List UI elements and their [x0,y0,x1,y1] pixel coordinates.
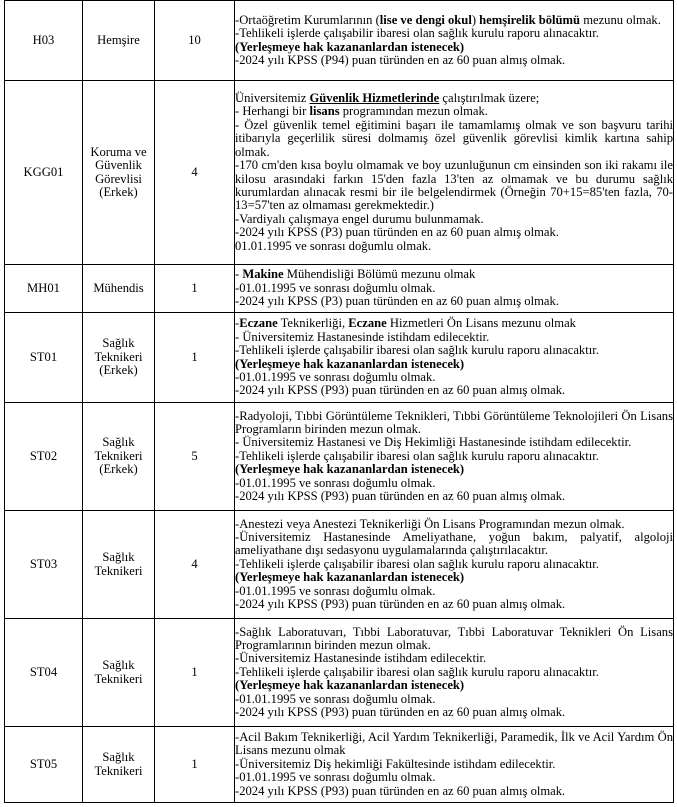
requirement-line: -Tehlikeli işlerde çalışabilir ibaresi olan sağlık kurulu raporu alınacaktır. [235,343,599,358]
requirement-line: -01.01.1995 ve sonrası doğumlu olmak. [235,475,436,490]
requirement-line: (Yerleşmeye hak kazananlardan istenecek) [235,39,465,54]
position-count: 4 [155,81,235,265]
requirement-line: 01.01.1995 ve sonrası doğumlu olmak. [235,238,432,253]
requirements-cell [235,727,674,803]
position-title: Koruma ve Güvenlik Görevlisi (Erkek) [83,81,155,265]
requirement-line: -2024 yılı KPSS (P93) puan türünden en az 60 puan almış olmak. [235,705,566,720]
requirement-line: -01.01.1995 ve sonrası doğumlu olmak. [235,369,436,384]
requirement-line: -Üniversitemiz Diş hekimliği Fakültesinde istihdam edilecektir. [235,756,556,771]
table-row [5,81,674,265]
position-count: 1 [155,727,235,803]
table-row [5,265,674,313]
requirement-line: Üniversitemiz Güvenlik Hizmetlerinde çalıştırılmak üzere; [235,91,540,106]
requirement-line: -2024 yılı KPSS (P93) puan türünden en az 60 puan almış olmak. [235,597,566,612]
position-code: ST04 [5,619,83,727]
requirement-line: - Herhangi bir lisans programından mezun olmak. [235,104,488,119]
position-title: Sağlık Teknikeri (Erkek) [83,313,155,403]
position-code: KGG01 [5,81,83,265]
requirement-line: (Yerleşmeye hak kazananlardan istenecek) [235,356,465,371]
requirements-cell [235,81,674,265]
requirement-line: -Eczane Teknikerliği, Eczane Hizmetleri Ön Lisans mezunu olmak [235,316,576,331]
requirement-line: -Acil Bakım Teknikerliği, Acil Yardım Teknikerliği, Paramedik, İlk ve Acil Yardım Ön Lisans mezunu olmak [235,729,673,758]
requirement-line: -01.01.1995 ve sonrası doğumlu olmak. [235,280,436,295]
requirement-line: - Makine Mühendisliği Bölümü mezunu olmak [235,267,476,282]
position-count: 10 [155,1,235,81]
requirement-line: -Tehlikeli işlerde çalışabilir ibaresi olan sağlık kurulu raporu alınacaktır. [235,26,599,41]
position-count: 1 [155,619,235,727]
position-count: 1 [155,265,235,313]
requirement-line: -Radyoloji, Tıbbi Görüntüleme Teknikleri, Tıbbi Görüntüleme Teknolojileri Ön Lisans Programların birinden mezun olmak. [235,408,673,436]
position-code: MH01 [5,265,83,313]
position-code: ST02 [5,403,83,511]
requirement-line: -2024 yılı KPSS (P94) puan türünden en az 60 puan almış olmak. [235,52,566,67]
requirement-line: -Ortaöğretim Kurumlarının (lise ve dengi okul) hemşirelik bölümü mezunu olmak. [235,12,661,27]
requirement-line: -01.01.1995 ve sonrası doğumlu olmak. [235,583,436,598]
requirement-line: -2024 yılı KPSS (P93) puan türünden en az 60 puan almış olmak. [235,489,566,504]
requirement-line: (Yerleşmeye hak kazananlardan istenecek) [235,678,465,693]
requirement-line: -01.01.1995 ve sonrası doğumlu olmak. [235,770,436,785]
requirement-line: -Tehlikeli işlerde çalışabilir ibaresi olan sağlık kurulu raporu alınacaktır. [235,664,599,679]
position-code: H03 [5,1,83,81]
requirements-cell [235,265,674,313]
table-row [5,619,674,727]
table-row [5,403,674,511]
requirement-line: (Yerleşmeye hak kazananlardan istenecek) [235,462,465,477]
position-title: Sağlık Teknikeri [83,727,155,803]
requirement-line: -Sağlık Laboratuvarı, Tıbbi Laboratuvar, Tıbbi Laboratuvar Teknikleri Ön Lisans Programlarının birinden mezun olmak. [235,624,673,652]
requirement-line: -Tehlikeli işlerde çalışabilir ibaresi olan sağlık kurulu raporu alınacaktır. [235,556,599,571]
position-count: 5 [155,403,235,511]
position-count: 4 [155,511,235,619]
requirements-cell [235,511,674,619]
requirements-cell [235,313,674,403]
requirement-line: -Vardiyalı çalışmaya engel durumu bulunmamak. [235,211,484,226]
requirements-cell [235,403,674,511]
requirement-line: -2024 yılı KPSS (P93) puan türünden en az 60 puan almış olmak. [235,383,566,398]
requirement-line: -2024 yılı KPSS (P3) puan türünden en az 60 puan almış olmak. [235,225,559,240]
requirement-line: -Tehlikeli işlerde çalışabilir ibaresi olan sağlık kurulu raporu alınacaktır. [235,448,599,463]
requirement-line: -2024 yılı KPSS (P93) puan türünden en az 60 puan almış olmak. [235,783,566,798]
position-code: ST03 [5,511,83,619]
requirement-line: -01.01.1995 ve sonrası doğumlu olmak. [235,691,436,706]
position-title: Sağlık Teknikeri (Erkek) [83,403,155,511]
requirements-cell [235,1,674,81]
position-title: Sağlık Teknikeri [83,511,155,619]
requirement-line: (Yerleşmeye hak kazananlardan istenecek) [235,570,465,585]
requirement-line: - Özel güvenlik temel eğitimini başarı ile tamamlamış olmak ve son başvuru tarihi itibarıyla geçerlilik süresi dolmamış özel güvenlik görevlisi kimlik kartına sahip olmak. [235,117,673,159]
requirement-line: -Anestezi veya Anestezi Teknikerliği Ön Lisans Programından mezun olmak. [235,516,625,531]
requirement-line: - Üniversitemiz Hastanesinde istihdam edilecektir. [235,329,490,344]
position-code: ST05 [5,727,83,803]
position-code: ST01 [5,313,83,403]
position-title: Hemşire [83,1,155,81]
table-row [5,511,674,619]
positions-table [4,0,674,803]
requirements-cell [235,619,674,727]
position-title: Mühendis [83,265,155,313]
position-count: 1 [155,313,235,403]
table-row [5,313,674,403]
position-title: Sağlık Teknikeri [83,619,155,727]
requirement-line: -170 cm'den kısa boylu olmamak ve boy uzunluğunun cm einsinden son iki rakamı ile kilosu arasındaki farkın 15'den fazla 13'ten az olmamak ve bu durumu sağlık kurumlardan alınacak resmi bir ile belgelendirmek (Örneğin 70+15=85'ten fazla, 70-13=57'ten az olmaması gerekmektedir.) [235,158,673,213]
requirement-line: -Üniversitemiz Hastanesinde Ameliyathane, yoğun bakım, palyatif, algoloji ameliyathane dışı sedasyonu uygulamalarında çalıştırılacaktır. [235,529,673,558]
requirement-line: -Üniversitemiz Hastanesinde istihdam edilecektir. [235,651,487,666]
table-row [5,727,674,803]
requirement-line: -2024 yılı KPSS (P3) puan türünden en az 60 puan almış olmak. [235,294,559,309]
requirement-line: - Üniversitemiz Hastanesi ve Diş Hekimliği Hastanesinde istihdam edilecektir. [235,435,632,450]
table-row [5,1,674,81]
